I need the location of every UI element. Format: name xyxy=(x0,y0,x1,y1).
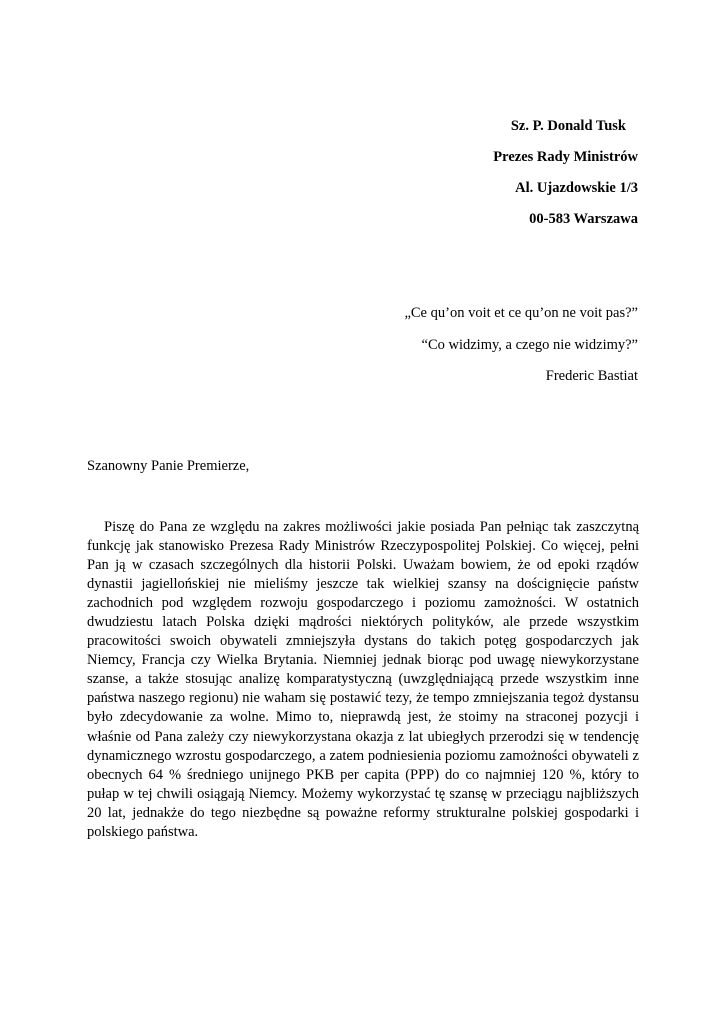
epigraph-author: Frederic Bastiat xyxy=(545,368,638,384)
recipient-name: Sz. P. Donald Tusk xyxy=(510,118,626,134)
epigraph-french: „Ce qu’on voit et ce qu’on ne voit pas?” xyxy=(404,305,638,321)
recipient-street: Al. Ujazdowskie 1/3 xyxy=(515,180,638,196)
body-paragraph: Piszę do Pana ze względu na zakres możliwości jakie posiada Pan pełniąc tak zaszczytną funkcję jak stanowisko Prezesa Rady Ministrów Rzeczypospolitej Polskiej. Co więcej, pełni Pan ją w czasach szczególnych dla historii Polski. Uważam bowiem, że od epoki rządów dynastii jagiellońskiej nie mieliśmy jeszcze tak wielkiej szansy na doścignięcie państw zachodnich pod względem rozwoju gospodarczego i poziomu zamożności. W ostatnich dwudziestu latach Polska dzięki mądrości niektórych polityków, ale przede wszystkim pracowitości swoich obywateli zmniejszyła dystans do takich potęg gospodarczych jak Niemcy, Francja czy Wielka Brytania. Niemniej jednak biorąc pod uwagę niewykorzystane szanse, a także stosując analizę komparatystyczną (uwzględniającą przede wszystkim inne państwa naszego regionu) nie waham się postawić tezy, że tempo zmniejszania tegoż dystansu było zdecydowanie za wolne. Mimo to, nieprawdą jest, że stoimy na straconej pozycji i właśnie od Pana zależy czy niewykorzystana okazja z lat ubiegłych przerodzi się w tendencję dynamicznego wzrostu gospodarczego, a zatem podniesienia poziomu zamożności obywateli z obecnych 64 % średniego unijnego PKB per capita (PPP) do co najmniej 120 %, który to pułap w tej chwili osiągają Niemcy. Możemy wykorzystać tę szansę w przeciągu najbliższych 20 lat, jednakże do tego niezbędne są poważne reformy strukturalne polskiej gospodarki i polskiego państwa. xyxy=(87,519,639,840)
recipient-position: Prezes Rady Ministrów xyxy=(493,149,638,165)
epigraph-polish: “Co widzimy, a czego nie widzimy?” xyxy=(421,337,638,353)
recipient-city: 00-583 Warszawa xyxy=(529,211,638,227)
salutation: Szanowny Panie Premierze, xyxy=(87,458,250,474)
